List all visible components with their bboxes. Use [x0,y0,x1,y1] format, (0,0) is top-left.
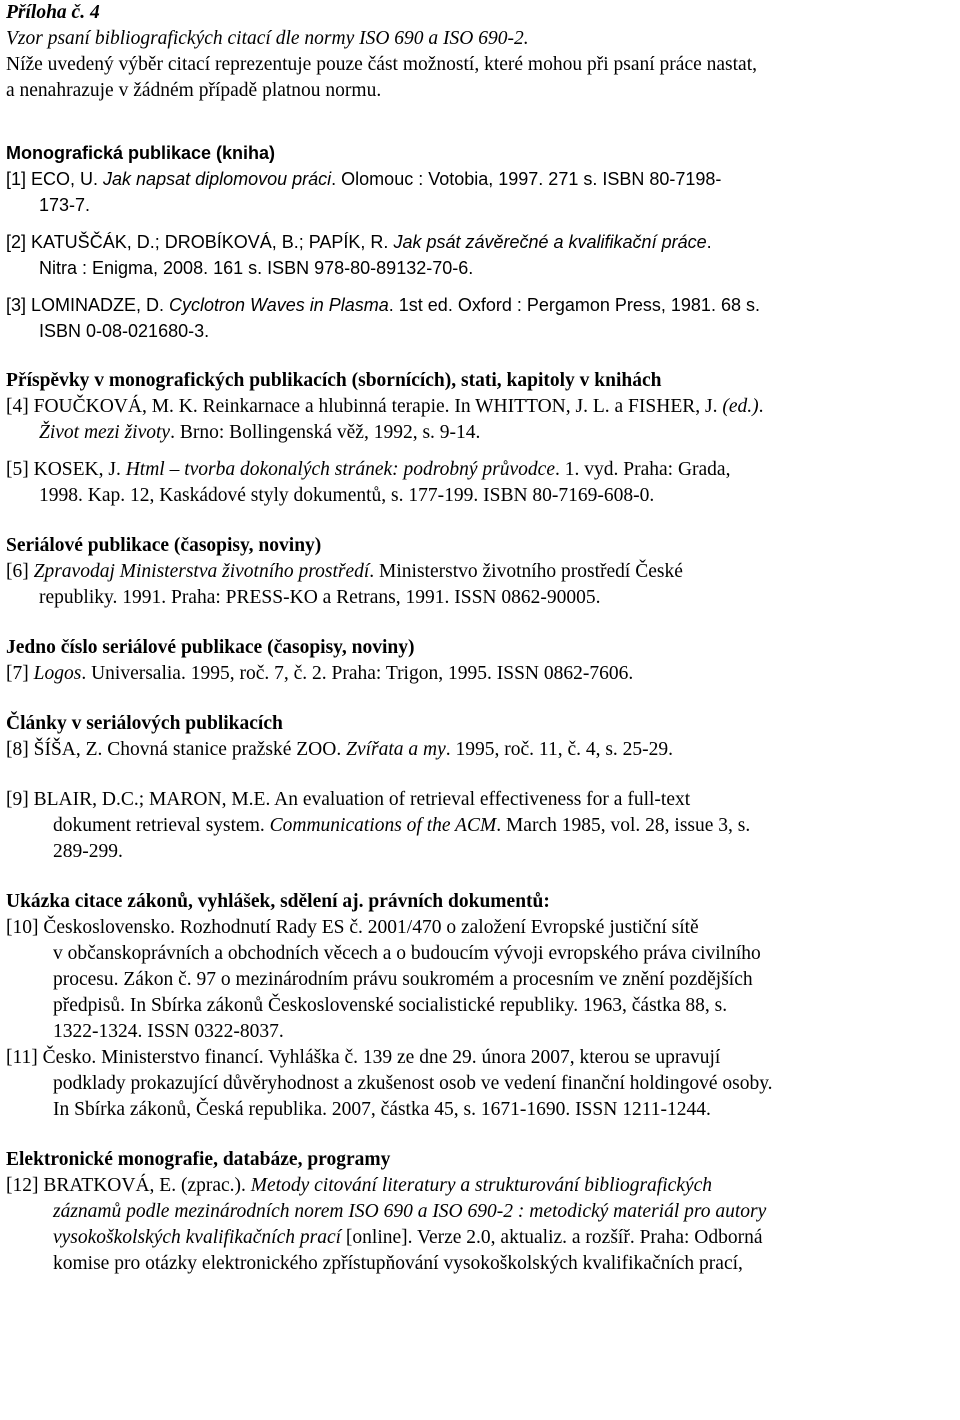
citation-10-line-5: 1322-1324. ISSN 0322-8037. [53,1021,284,1042]
citation-1-details: . Olomouc : Votobia, 1997. 271 s. ISBN 80-7198- [331,169,722,189]
citation-2-punct: . [706,232,712,252]
citation-8-journal: Zvířata a my [346,739,446,760]
citation-7-details: . Universalia. 1995, roč. 7, č. 2. Praha: Trigon, 1995. ISSN 0862-7606. [81,663,634,684]
citation-10-line-3: procesu. Zákon č. 97 o mezinárodním právu soukromém a procesním ve znění pozdějších [53,969,753,990]
citation-entry-2 [6,229,956,281]
citation-10-line-4: předpisů. In Sbírka zákonů Československé socialistické republiky. 1963, částka 88, s. [53,995,728,1016]
citation-1-continuation: 173-7. [39,195,91,215]
citation-5-continuation: 1998. Kap. 12, Kaskádové styly dokumentů, s. 177-199. ISBN 80-7169-608-0. [39,485,655,506]
citation-4-main: [4] FOUČKOVÁ, M. K. Reinkarnace a hlubinná terapie. In WHITTON, J. L. a FISHER, J. [6,396,723,417]
document-subtitle: Vzor psaní bibliografických citací dle normy ISO 690 a ISO 690-2. [6,28,529,49]
citation-9-details: . March 1985, vol. 28, issue 3, s. [496,815,751,836]
citation-8-details: . 1995, roč. 11, č. 4, s. 25-29. [445,739,674,760]
citation-entry-9 [6,787,956,865]
citation-2-title: Jak psát závěrečné a kvalifikační práce [393,232,707,252]
citation-12-title-1: Metody citování literatury a strukturování bibliografických [250,1175,713,1196]
intro-note-line-2: a nenahrazuje v žádném případě platnou normu. [6,80,382,101]
citation-5-title: Html – tvorba dokonalých stránek: podrobný průvodce [125,459,555,480]
citation-2-continuation: Nitra : Enigma, 2008. 161 s. ISBN 978-80-89132-70-6. [39,258,474,278]
citation-4-ed: (ed.) [722,396,759,417]
citation-3-title: Cyclotron Waves in Plasma [169,295,389,315]
citation-entry-6 [6,559,956,611]
citation-4-title: Život mezi životy [39,422,171,443]
citation-12-title-3: vysokoškolských kvalifikačních prací [53,1227,342,1248]
citation-9-pages: 289-299. [53,841,123,862]
citation-12-publisher: komise pro otázky elektronického zpřístupňování vysokoškolských kvalifikačních prací, [53,1253,743,1274]
citation-11-line-3: In Sbírka zákonů, Česká republika. 2007, částka 45, s. 1671-1690. ISSN 1211-1244. [53,1099,711,1120]
citation-10-line-2: v občanskoprávních a obchodních věcech a o budoucím vývoji evropského práva civilního [53,943,761,964]
section-heading-monograph: Monografická publikace (kniha) [6,143,276,163]
section-heading-electronic: Elektronické monografie, databáze, programy [6,1149,391,1170]
citation-6-continuation: republiky. 1991. Praha: PRESS-KO a Retrans, 1991. ISSN 0862-90005. [39,587,601,608]
citation-entry-1 [6,166,956,218]
citation-7-number: [7] [6,663,34,684]
citation-1-title: Jak napsat diplomovou práci [103,169,332,189]
citation-5-author: [5] KOSEK, J. [6,459,126,480]
section-heading-laws: Ukázka citace zákonů, vyhlášek, sdělení aj. právních dokumentů: [6,891,550,912]
citation-9-journal: Communications of the ACM [269,815,497,836]
citation-4-punct: . [758,396,764,417]
section-heading-serials: Seriálové publikace (časopisy, noviny) [6,535,322,556]
citation-2-author: [2] KATUŠČÁK, D.; DROBÍKOVÁ, B.; PAPÍK, R. [6,232,394,252]
intro-note-line-1: Níže uvedený výběr citací reprezentuje pouze část možností, které mohou při psaní práce nastat, [6,54,757,75]
citation-1-author: [1] ECO, U. [6,169,104,189]
citation-9-title-end: dokument retrieval system. [53,815,270,836]
citation-entry-10 [6,915,956,1045]
citation-entry-3 [6,292,956,344]
citation-7-title: Logos [33,663,82,684]
citation-entry-8 [6,737,956,763]
citation-12-details: [online]. Verze 2.0, aktualiz. a rozšíř. Praha: Odborná [341,1227,763,1248]
citation-9-line-1: [9] BLAIR, D.C.; MARON, M.E. An evaluation of retrieval effectiveness for a full-text [6,789,691,810]
citation-3-continuation: ISBN 0-08-021680-3. [39,321,210,341]
citation-11-line-1: [11] Česko. Ministerstvo financí. Vyhláška č. 139 ze dne 29. února 2007, kterou se upravují [6,1047,721,1068]
citation-12-author: [12] BRATKOVÁ, E. (zprac.). [6,1175,251,1196]
citation-4-details: . Brno: Bollingenská věž, 1992, s. 9-14. [170,422,481,443]
citation-3-author: [3] LOMINADZE, D. [6,295,170,315]
citation-entry-7 [6,661,956,687]
citation-8-author: [8] ŠÍŠA, Z. Chovná stanice pražské ZOO. [6,739,347,760]
citation-entry-11 [6,1045,956,1123]
citation-12-title-2: záznamů podle mezinárodních norem ISO 690 a ISO 690-2 : metodický materiál pro autory [53,1201,767,1222]
citation-6-title: Zpravodaj Ministerstva životního prostředí [33,561,370,582]
citation-10-line-1: [10] Československo. Rozhodnutí Rady ES č. 2001/470 o založení Evropské justiční sítě [6,917,699,938]
document-page [6,0,956,1277]
appendix-title: Příloha č. 4 [6,2,100,23]
citation-entry-5 [6,457,956,509]
citation-11-line-2: podklady prokazující důvěryhodnost a zkušenost osob ve vedení finanční holdingové osoby. [53,1073,773,1094]
section-heading-serial-issue: Jedno číslo seriálové publikace (časopisy, noviny) [6,637,415,658]
citation-entry-4 [6,394,956,446]
section-heading-articles: Články v seriálových publikacích [6,713,283,734]
citation-6-number: [6] [6,561,34,582]
citation-6-details: . Ministerstvo životního prostředí České [369,561,683,582]
citation-entry-12 [6,1173,956,1277]
citation-3-details: . 1st ed. Oxford : Pergamon Press, 1981. 68 s. [388,295,760,315]
section-heading-contributions: Příspěvky v monografických publikacích (sbornících), stati, kapitoly v knihách [6,370,662,391]
citation-5-details: . 1. vyd. Praha: Grada, [555,459,731,480]
